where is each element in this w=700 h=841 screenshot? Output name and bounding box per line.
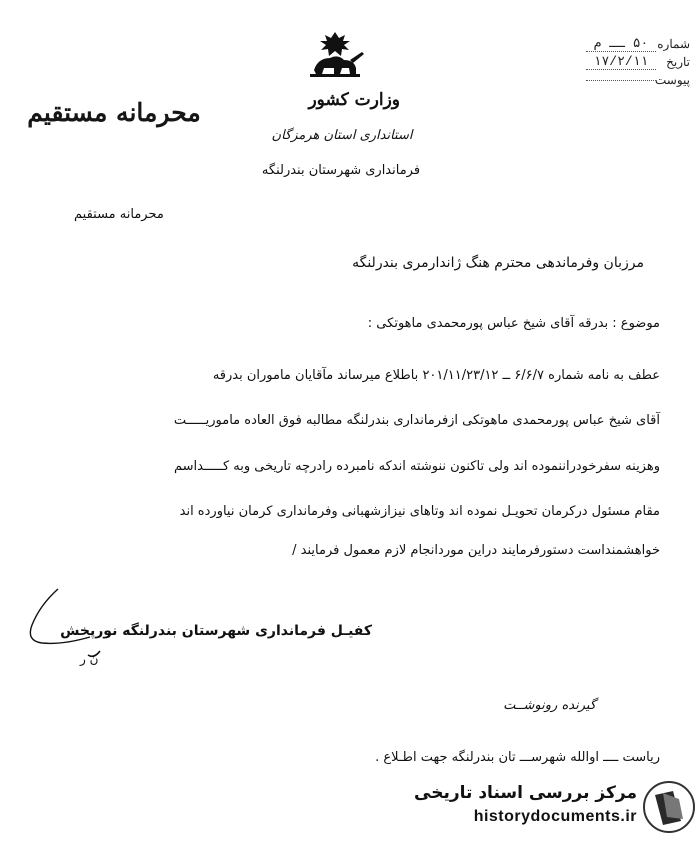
historydocuments-logo-icon [643, 781, 695, 833]
body-line: خواهشمنداست دستورفرمایند دراین موردانجام لازم معمول فرمایند / [292, 543, 660, 558]
cc-label: گیرنده رونوشــت [503, 698, 596, 713]
body-line: وهزینه سفرخودراننموده اند ولی تاکنون ننوشته اندکه نامبرده رادرچه تاریخی وبه کـــــداسم [173, 459, 660, 474]
province-title: استانداری استان هرمزگان [271, 128, 413, 143]
date-label: تاریخ [666, 55, 690, 69]
number-value: ۵۰ ــ م [586, 36, 656, 52]
attachment-value [586, 80, 656, 81]
body-line: عطف به نامه شماره ۶/۶/۷ ــ ۲۰۱/۱۱/۲۳/۱۲ باطلاع میرساند مآقایان ماموران بدرقه [212, 368, 660, 383]
body-line: مقام مسئول درکرمان تحویـل نموده اند وتاهای نیزازشهبانی وفرمانداری کرمان نیاورده اند [179, 504, 660, 519]
ministry-title: وزارت کشور [308, 90, 400, 110]
watermark-url: historydocuments.ir [473, 808, 637, 825]
cc-line: ریاست ــــ اوالله شهرســـ تان بندرلنگه جهت اطـلاع . [375, 750, 660, 765]
letter-meta [570, 36, 690, 90]
confidential-stamp: محرمانه مستقیم [27, 98, 201, 127]
subject-line: موضوع : بدرقه آقای شیخ عباس پورمحمدی ماهوتکی : [367, 316, 660, 331]
date-value: ۱۷/۲/۱۱ [586, 54, 656, 70]
signature-line: کفیـل فرمانداری شهرستان بندرلنگه نورپخش [60, 623, 372, 639]
lion-and-sun-emblem [304, 30, 366, 78]
watermark [415, 775, 695, 835]
office-title: فرمانداری شهرستان بندرلنگه [261, 163, 421, 178]
watermark-title: مرکز بررسی اسناد تاریخی [414, 783, 637, 803]
salutation: مرزبان وفرماندهی محترم هنگ ژاندارمری بندرلنگه [352, 255, 644, 271]
attachment-label: پیوست [655, 73, 690, 87]
body-line: آقای شیخ عباس پورمحمدی ماهوتکی ازفرمانداری بندرلنگه مطالبه فوق العاده ماموریـــــت [173, 413, 660, 428]
classification-label: محرمانه مستقیم [74, 207, 164, 222]
initials: ن ر [80, 652, 99, 666]
number-label: شماره [657, 37, 690, 51]
